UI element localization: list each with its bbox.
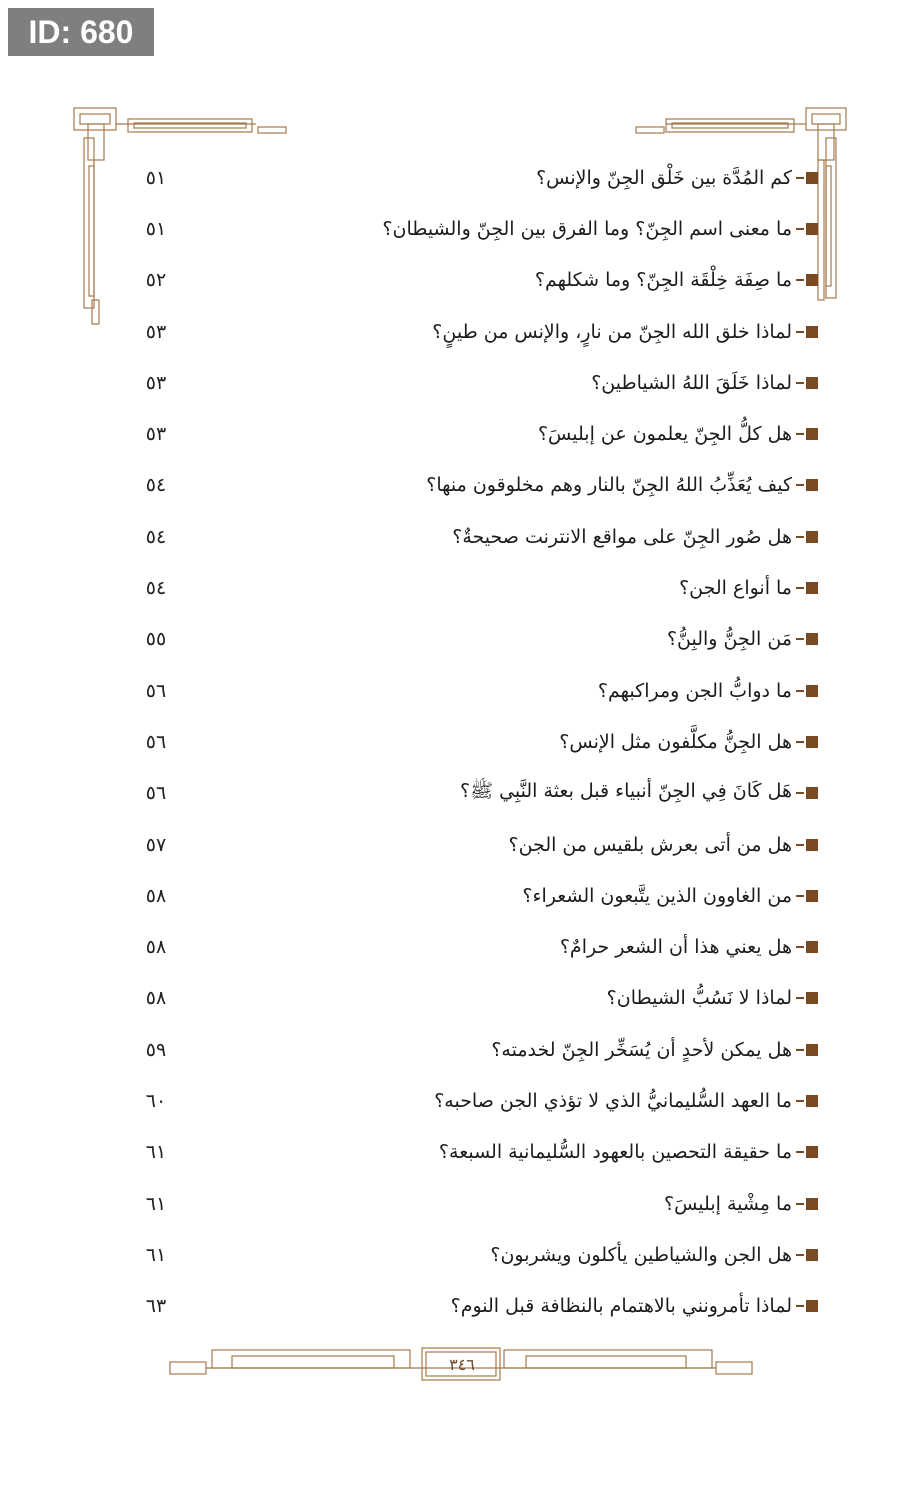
toc-entry-text — [490, 1244, 818, 1266]
toc-entry-page: ٥٦ — [145, 730, 167, 753]
square-bullet-icon — [806, 992, 818, 1004]
dash-icon — [796, 1151, 804, 1153]
square-bullet-icon — [806, 839, 818, 851]
toc-entry-text — [460, 779, 818, 807]
square-bullet-icon — [806, 172, 818, 184]
dash-icon — [796, 279, 804, 281]
toc-entry — [128, 408, 818, 459]
toc-entry-title: هَل كَانَ فِي الجِنّ أنبياء قبل بعثة النَّبِي ﷺ؟ — [460, 780, 792, 803]
toc-entry — [128, 1178, 818, 1229]
dash-icon — [796, 228, 804, 230]
toc-entry-title: هل الجن والشياطين يأكلون ويشربون؟ — [490, 1243, 792, 1266]
toc-entry-title: هل يمكن لأحدٍ أن يُسَخِّر الجِنّ لخدمته؟ — [491, 1038, 792, 1061]
toc-entry — [128, 921, 818, 972]
toc-entry-page: ٦٠ — [145, 1089, 167, 1112]
toc-entry-page: ٥٦ — [145, 782, 167, 805]
toc-entry-text — [439, 1141, 818, 1163]
toc-entry-title: لماذا خلق الله الجِنّ من نارٍ، والإنس من طينٍ؟ — [432, 320, 792, 343]
square-bullet-icon — [806, 274, 818, 286]
square-bullet-icon — [806, 326, 818, 338]
toc-entry-text — [607, 987, 818, 1009]
dash-icon — [796, 844, 804, 846]
toc-entry — [128, 768, 818, 819]
toc-entry — [128, 1229, 818, 1280]
square-bullet-icon — [806, 479, 818, 491]
toc-entry-page: ٥٣ — [145, 423, 167, 446]
dash-icon — [796, 382, 804, 384]
square-bullet-icon — [806, 685, 818, 697]
toc-entry-page: ٥٦ — [145, 679, 167, 702]
toc-entry-page: ٥٨ — [145, 987, 167, 1010]
dash-icon — [796, 946, 804, 948]
square-bullet-icon — [806, 736, 818, 748]
toc-entry-text — [535, 269, 818, 291]
dash-icon — [796, 1049, 804, 1051]
dash-icon — [796, 997, 804, 999]
toc-entry-page: ٥٥ — [145, 628, 167, 651]
toc-entry-page: ٥٨ — [145, 884, 167, 907]
dash-icon — [796, 1254, 804, 1256]
dash-icon — [796, 638, 804, 640]
toc-entry-page: ٥١ — [145, 217, 167, 240]
toc-entry-title: ما حقيقة التحصين بالعهود السُّليمانية السبعة؟ — [438, 1141, 792, 1164]
toc-entry-text — [432, 321, 818, 343]
square-bullet-icon — [806, 787, 818, 799]
toc-entry-title: لماذا خَلَقَ اللهُ الشياطين؟ — [591, 371, 792, 394]
toc-entry-text — [591, 372, 818, 394]
toc-entry-page: ٦١ — [145, 1243, 167, 1266]
toc-entry-page: ٥٧ — [145, 833, 167, 856]
square-bullet-icon — [806, 531, 818, 543]
toc-entry-page: ٦٣ — [145, 1295, 167, 1318]
dash-icon — [796, 895, 804, 897]
square-bullet-icon — [806, 1300, 818, 1312]
toc-entry-title: هل من أتى بعرش بلقيس من الجن؟ — [508, 833, 792, 856]
square-bullet-icon — [806, 890, 818, 902]
square-bullet-icon — [806, 428, 818, 440]
square-bullet-icon — [806, 941, 818, 953]
square-bullet-icon — [806, 1095, 818, 1107]
toc-entry-title: هل يعني هذا أن الشعر حرامٌ؟ — [559, 936, 792, 959]
dash-icon — [796, 331, 804, 333]
dash-icon — [796, 536, 804, 538]
toc-entry — [128, 1281, 818, 1332]
id-badge: ID: 680 — [8, 8, 154, 56]
toc-entry — [128, 562, 818, 613]
dash-icon — [796, 1203, 804, 1205]
toc-entry-page: ٥٣ — [145, 320, 167, 343]
toc-entry — [128, 1127, 818, 1178]
dash-icon — [796, 690, 804, 692]
square-bullet-icon — [806, 1044, 818, 1056]
toc-entry — [128, 306, 818, 357]
toc-entry-page: ٥٣ — [145, 371, 167, 394]
toc-entry-title: من الغاوون الذين يتَّبعون الشعراء؟ — [522, 884, 792, 907]
toc-entry — [128, 152, 818, 203]
toc-entry — [128, 511, 818, 562]
toc-entry — [128, 870, 818, 921]
toc-entry — [128, 357, 818, 408]
toc-entry-page: ٥٢ — [145, 269, 167, 292]
toc-entry-page: ٦١ — [145, 1141, 167, 1164]
toc-entry-page: ٥٤ — [145, 577, 167, 600]
toc-entry-text — [560, 936, 818, 958]
square-bullet-icon — [806, 633, 818, 645]
dash-icon — [796, 484, 804, 486]
toc-entry-title: هل كلُّ الجِنّ يعلمون عن إبليسَ؟ — [537, 423, 792, 446]
toc-entry — [128, 1024, 818, 1075]
toc-entry-title: هل الجِنُّ مكلَّفون مثل الإنس؟ — [559, 730, 792, 753]
toc-entry-text — [536, 167, 818, 189]
toc-entry-page: ٥٩ — [145, 1038, 167, 1061]
toc-entry-page: ٥٨ — [145, 936, 167, 959]
toc-entry — [128, 1075, 818, 1126]
toc-entry-text — [382, 218, 818, 240]
toc-entry-text — [426, 474, 818, 496]
page-number: ٣٤٦ — [449, 1355, 475, 1374]
square-bullet-icon — [806, 1146, 818, 1158]
toc-entry-title: ما دوابُّ الجن ومراكبهم؟ — [597, 679, 792, 702]
square-bullet-icon — [806, 377, 818, 389]
toc-entry-text — [538, 423, 818, 445]
toc-entry-text — [452, 526, 818, 548]
toc-entry-title: ما مِشْية إبليسَ؟ — [664, 1192, 792, 1215]
toc-entry — [128, 665, 818, 716]
square-bullet-icon — [806, 1198, 818, 1210]
toc-entry-text — [509, 834, 819, 856]
toc-entry-title: كم المُدَّة بين خَلْق الجِنّ والإنس؟ — [536, 166, 792, 189]
table-of-contents — [128, 152, 818, 1332]
toc-entry — [128, 255, 818, 306]
toc-entry-page: ٥٤ — [145, 474, 167, 497]
toc-entry — [128, 973, 818, 1024]
dash-icon — [796, 433, 804, 435]
toc-entry — [128, 716, 818, 767]
toc-entry-page: ٥٤ — [145, 525, 167, 548]
square-bullet-icon — [806, 223, 818, 235]
toc-entry-page: ٥١ — [145, 166, 167, 189]
toc-entry — [128, 203, 818, 254]
toc-entry-text — [679, 577, 818, 599]
toc-entry-title: لماذا لا نَسُبُّ الشيطان؟ — [606, 987, 792, 1010]
toc-entry-title: كيف يُعَذِّبُ اللهُ الجِنّ بالنار وهم مخلوقون منها؟ — [426, 474, 792, 497]
toc-entry-text — [522, 885, 818, 907]
toc-entry-text — [598, 680, 818, 702]
toc-entry — [128, 614, 818, 665]
toc-entry-text — [434, 1090, 818, 1112]
dash-icon — [796, 792, 804, 794]
toc-entry-text — [667, 628, 818, 650]
toc-entry-text — [559, 731, 818, 753]
toc-entry-title: ما معنى اسم الجِنّ؟ وما الفرق بين الجِنّ والشيطان؟ — [382, 217, 792, 240]
dash-icon — [796, 1100, 804, 1102]
dash-icon — [796, 741, 804, 743]
toc-entry-text — [451, 1295, 818, 1317]
dash-icon — [796, 1305, 804, 1307]
toc-entry-title: ما العهد السُّليمانيُّ الذي لا تؤذي الجن صاحبه؟ — [434, 1089, 792, 1112]
toc-entry-text — [664, 1193, 818, 1215]
toc-entry-text — [491, 1039, 818, 1061]
toc-entry — [128, 819, 818, 870]
toc-entry-title: هل صُور الجِنّ على مواقع الانترنت صحيحةٌ؟ — [452, 525, 792, 548]
toc-entry-page: ٦١ — [145, 1192, 167, 1215]
toc-entry-title: لماذا تأمرونني بالاهتمام بالنظافة قبل النوم؟ — [450, 1295, 792, 1318]
square-bullet-icon — [806, 582, 818, 594]
toc-entry-title: ما صِفَة خِلْقَة الجِنّ؟ وما شكلهم؟ — [534, 269, 792, 292]
toc-entry — [128, 460, 818, 511]
dash-icon — [796, 177, 804, 179]
toc-entry-title: ما أنواع الجن؟ — [679, 577, 792, 600]
square-bullet-icon — [806, 1249, 818, 1261]
dash-icon — [796, 587, 804, 589]
toc-entry-title: مَن الجِنُّ والبِنُّ؟ — [666, 628, 792, 651]
